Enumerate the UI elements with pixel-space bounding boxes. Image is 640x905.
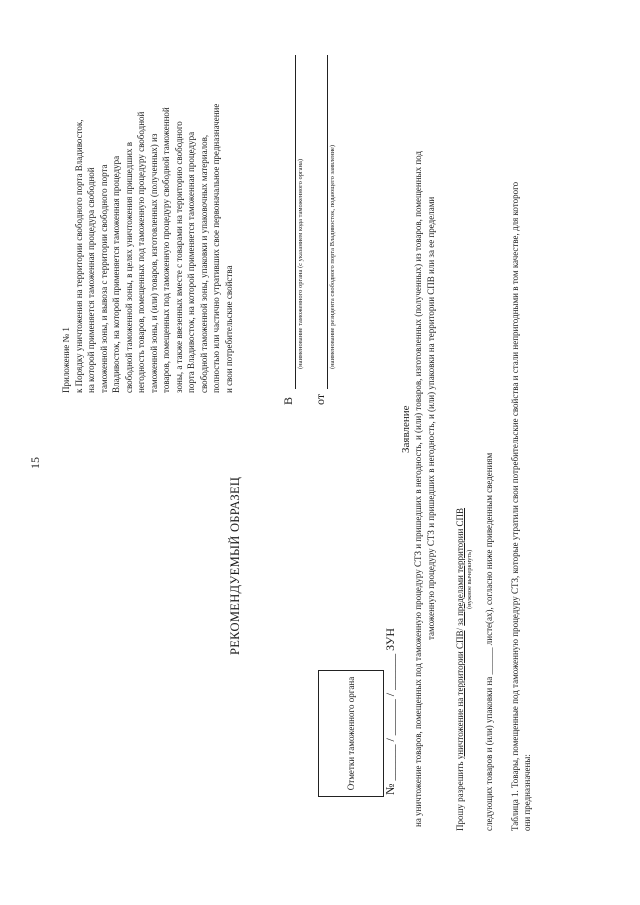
- request-line: [455, 508, 465, 831]
- addressee-block: [278, 55, 342, 405]
- intro-line-1: на уничтожение товаров, помещенных под таможенную процедуру СТЗ и пришедших в негодность, и (или) товаров, изготовленных (полученных) из товаров, помещенных под: [413, 151, 423, 827]
- from-caption: (наименование резидента свободного порта Владивосток, подающего заявление): [329, 144, 336, 369]
- table-note-line-1: Таблица 1. Товары, помещенные под таможенную процедуру СТЗ, которые утратили свои потребительские свойства и стали непригодными в том качестве, для которого: [510, 181, 520, 831]
- appendix-line: свободной таможенной зоны, упаковки и упаковочных материалов,: [198, 134, 209, 393]
- appendix-line: Владивосток, на которой применяется таможенная процедура: [111, 155, 121, 393]
- from-row: [310, 55, 328, 405]
- to-label: В: [281, 396, 295, 405]
- to-field-line[interactable]: [283, 55, 296, 389]
- customs-marks-box: [318, 670, 384, 797]
- customs-marks-label: Отметки таможенного органа: [346, 676, 356, 791]
- request-option-inside: уничтожение на территории СПВ: [455, 630, 465, 760]
- from-field-line[interactable]: [315, 55, 328, 389]
- request-option-outside: за пределами территории СПВ: [455, 507, 465, 626]
- appendix-line: таможенной зоны, и (или) товаров, изготовленных (полученных) из: [148, 133, 159, 393]
- appendix-line: свободной таможенной зоны, в целях уничтожения пришедших в: [123, 142, 134, 393]
- request-hint: (нужное вычеркнуть): [466, 549, 473, 609]
- table-note-line-2: они предназначены:: [522, 754, 532, 831]
- appendix-line: и свои потребительские свойства: [223, 265, 234, 393]
- document-title: Заявление: [400, 405, 412, 453]
- page-number: 15: [28, 457, 42, 469]
- request-prefix: Прошу разрешить: [455, 759, 465, 831]
- recommended-sample-heading: РЕКОМЕНДУЕМЫЙ ОБРАЗЕЦ: [228, 476, 242, 655]
- appendix-line: порта Владивосток, на которой применяется таможенная процедура: [186, 131, 196, 393]
- appendix-line: к Порядку уничтожения на территории свободного порта Владивосток,: [73, 119, 84, 393]
- appendix-header: [60, 53, 235, 393]
- registration-number: № ______ / ______ / ______ ЗУН: [383, 628, 397, 795]
- appendix-line: полностью или частично утративших свое первоначальное предназначение: [211, 103, 221, 393]
- goods-line: следующих товаров и (или) упаковки на ______ листе(ах), согласно ниже приведенным сведениям: [484, 452, 494, 831]
- to-row: [278, 55, 296, 405]
- appendix-line: зоны, а также ввезенных вместе с товарами на территорию свободного: [173, 121, 184, 393]
- to-caption: (наименование таможенного органа (с указанием кода таможенного органа): [297, 158, 304, 369]
- intro-line-2: таможенную процедуру СТЗ и пришедших в негодность, и (или) упаковки на территории СПВ или за ее пределами: [426, 196, 436, 640]
- from-label: от: [313, 393, 327, 405]
- appendix-line: таможенной зоны, и вывоза с территории свободного порта: [98, 164, 109, 393]
- request-separator: /: [455, 625, 465, 631]
- appendix-line: товаров, помещенных под таможенную процедуру свободной таможенной: [161, 107, 171, 393]
- appendix-line: на которой применяется таможенная процедура свободной: [86, 167, 96, 393]
- appendix-line: негодность товаров, помещенных под таможенную процедуру свободной: [136, 111, 146, 393]
- appendix-line: Приложение № 1: [61, 327, 71, 393]
